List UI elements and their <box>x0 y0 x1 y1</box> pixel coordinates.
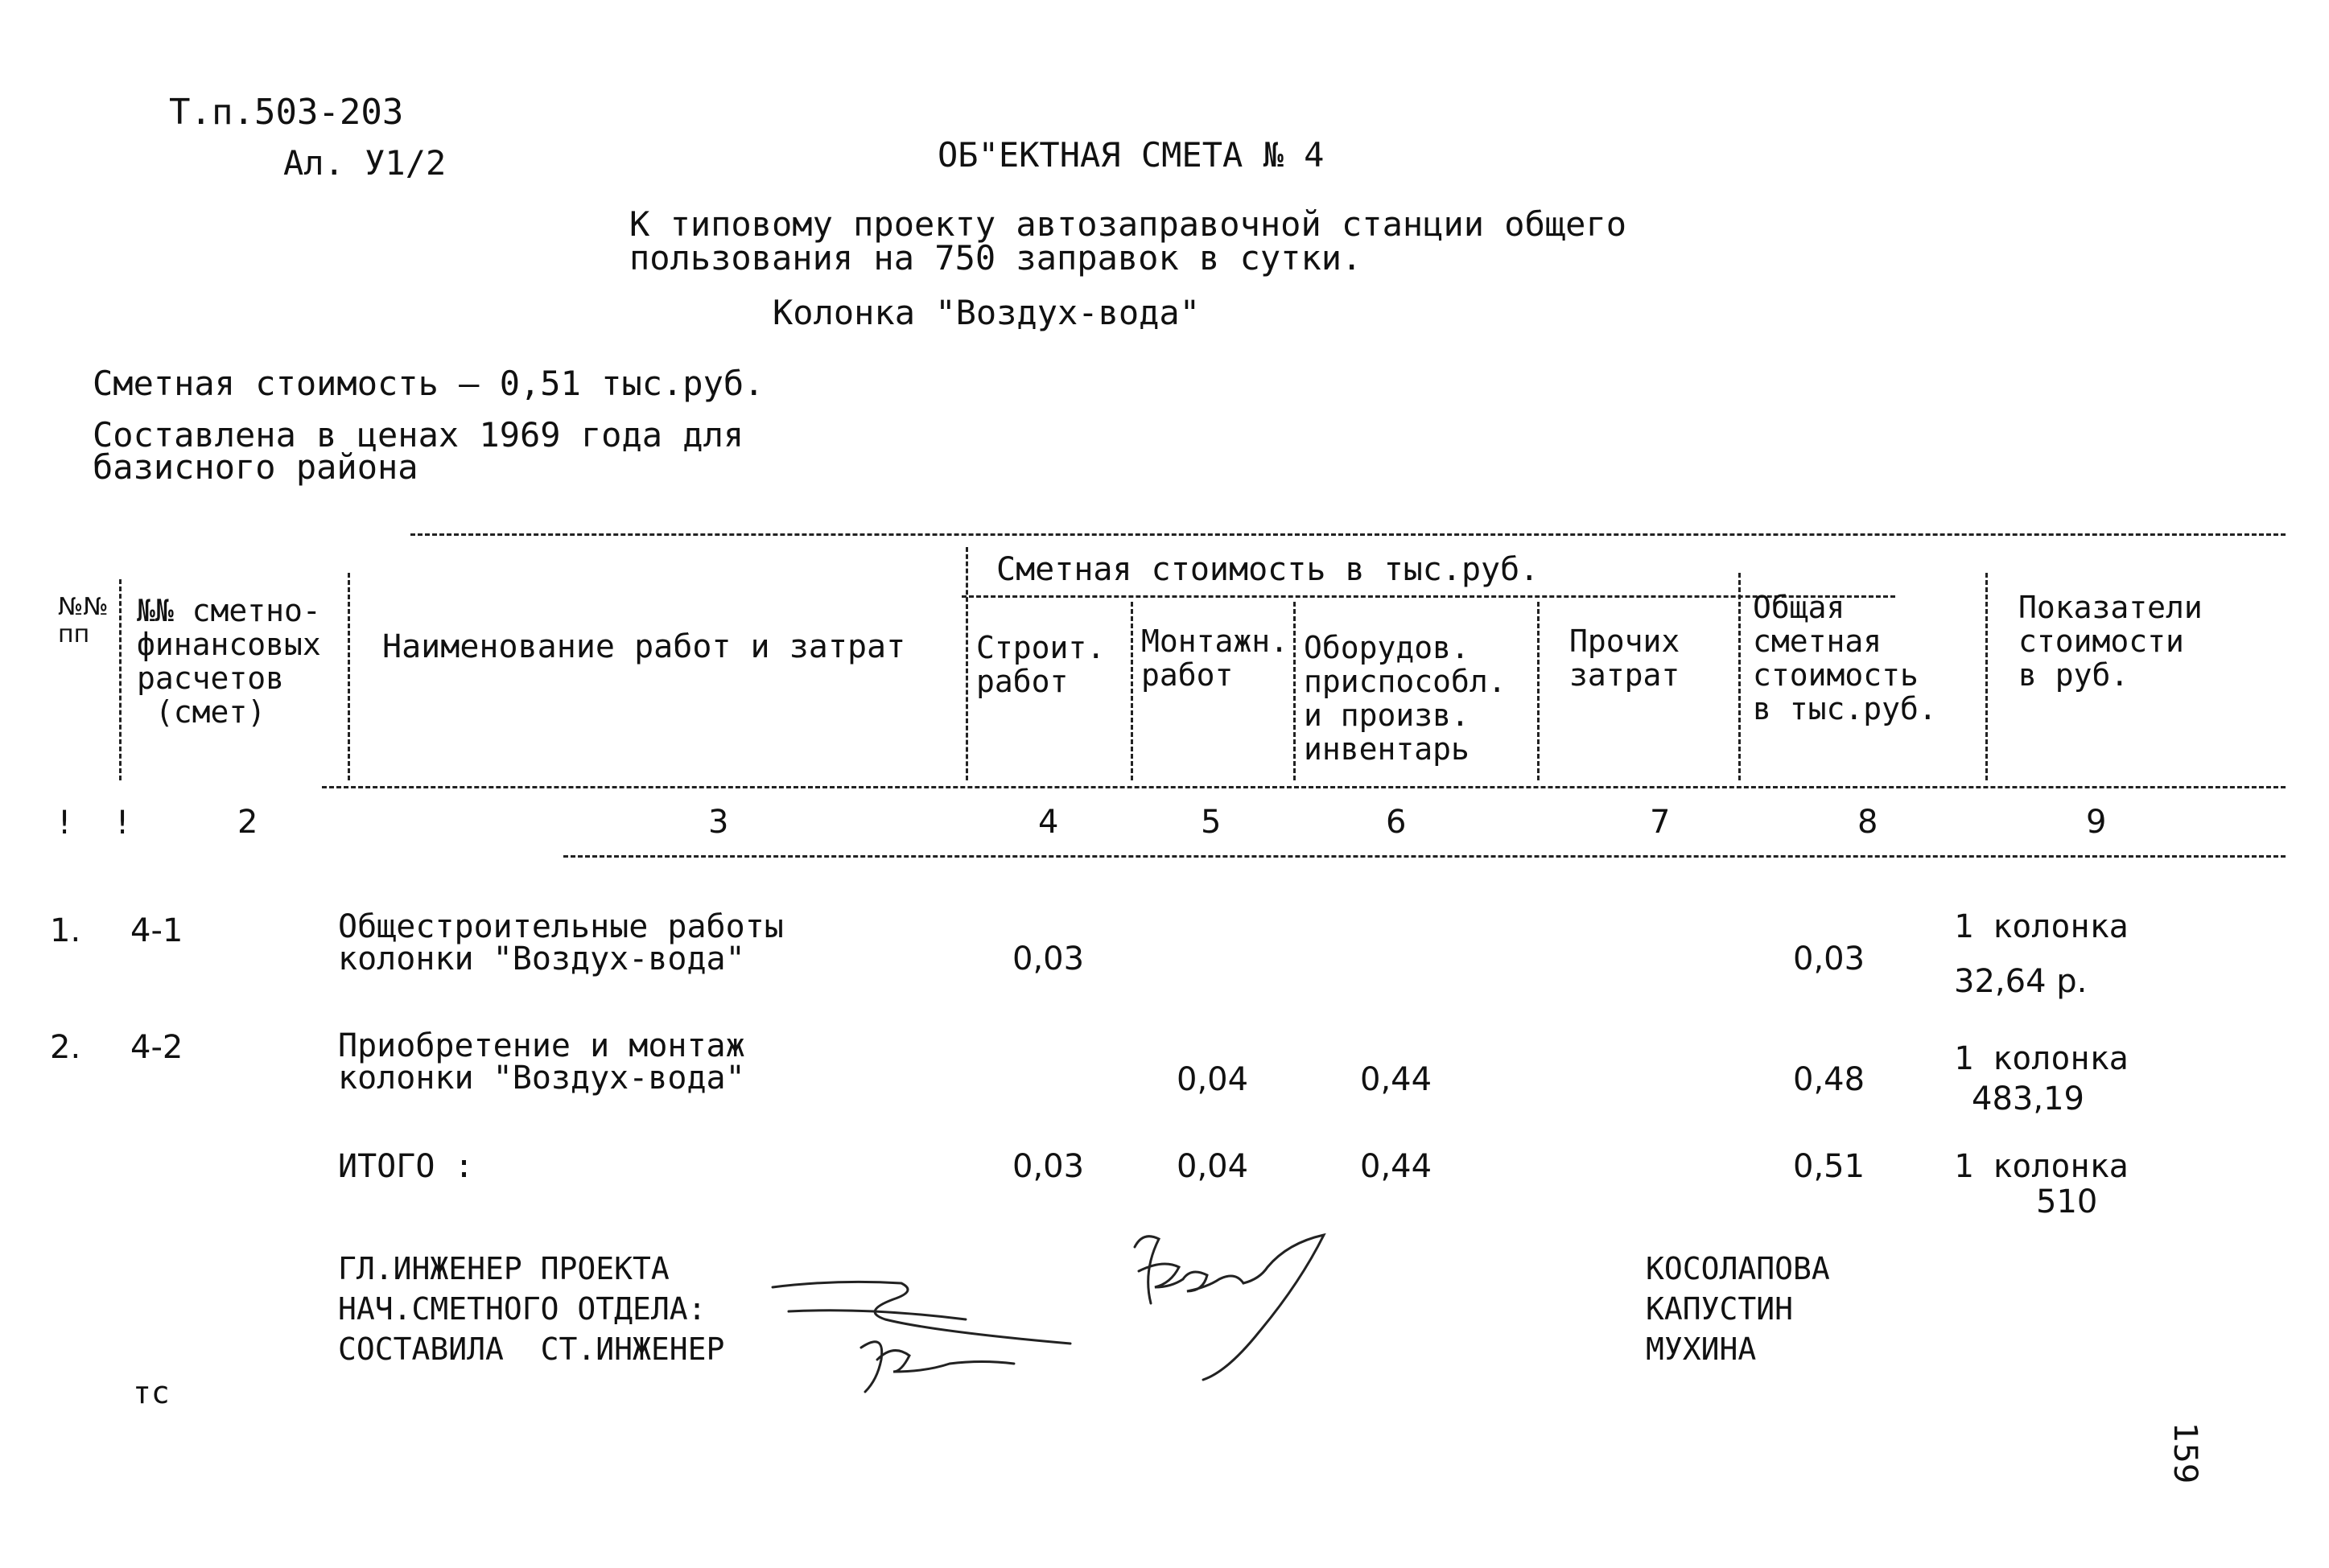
signature-role-3: СОСТАВИЛА СТ.ИНЖЕНЕР <box>338 1331 725 1367</box>
row-2-installation: 0,04 <box>1177 1061 1249 1098</box>
column-number-3: 3 <box>708 804 729 841</box>
header-col-1: №№ пп <box>58 593 109 648</box>
column-number-8: 8 <box>1857 804 1878 841</box>
table-top-rule <box>410 533 2286 536</box>
column-number-sep: ! <box>113 805 133 842</box>
row-1-total: 0,03 <box>1793 940 1865 977</box>
row-1-construction: 0,03 <box>1012 940 1085 977</box>
header-cost-group: Сметная стоимость в тыс.руб. <box>996 551 1540 588</box>
column-number-5: 5 <box>1201 804 1222 841</box>
signature-name-3: МУХИНА <box>1646 1331 1757 1367</box>
total-label: ИТОГО : <box>338 1148 474 1185</box>
subtitle-line-3: Колонка "Воздух-вода" <box>773 293 1201 332</box>
row-2-name-line-1: Приобретение и монтаж <box>338 1027 745 1064</box>
row-1-indicator-2: 32,64 р. <box>1954 963 2088 1000</box>
row-2-equipment: 0,44 <box>1360 1061 1432 1098</box>
column-number-4: 4 <box>1038 804 1059 841</box>
row-2-ref: 4-2 <box>130 1029 183 1066</box>
numbers-bottom-rule <box>563 855 2286 858</box>
signature-role-2: НАЧ.СМЕТНОГО ОТДЕЛА: <box>338 1291 707 1327</box>
page-number: 159 <box>2166 1422 2203 1484</box>
row-2-indicator-1: 1 колонка <box>1954 1040 2129 1077</box>
signature-name-1: КОСОЛАПОВА <box>1646 1251 1830 1286</box>
header-bottom-rule <box>322 786 2286 788</box>
column-divider-8 <box>1985 573 1988 780</box>
prices-line-2: базисного района <box>93 447 418 487</box>
column-number-7: 7 <box>1650 804 1671 841</box>
signature-name-2: КАПУСТИН <box>1646 1291 1794 1327</box>
row-1-number: 1. <box>50 912 81 949</box>
column-divider-4 <box>1131 602 1133 780</box>
prices-line-1: Составлена в ценах 1969 года для <box>93 415 744 455</box>
row-1-name-line-1: Общестроительные работы <box>338 908 784 945</box>
page-title: ОБ"ЕКТНАЯ СМЕТА № 4 <box>938 135 1325 175</box>
subtitle-line-2: пользования на 750 заправок в сутки. <box>629 238 1362 278</box>
row-1-name-line-2: колонки "Воздух-вода" <box>338 940 745 977</box>
header-col-3: Наименование работ и затрат <box>382 628 906 665</box>
header-col-6: Оборудов. приспособл. и произв. инвентарь <box>1304 630 1507 767</box>
column-divider-6 <box>1537 602 1540 780</box>
total-indicator-2: 510 <box>2036 1183 2098 1220</box>
handwritten-signatures <box>756 1199 1449 1424</box>
total-equipment: 0,44 <box>1360 1148 1432 1185</box>
total-indicator-1: 1 колонка <box>1954 1148 2129 1185</box>
album-reference: Ал. У1/2 <box>283 143 447 183</box>
row-2-indicator-2: 483,19 <box>1972 1080 2084 1117</box>
column-number-6: 6 <box>1386 804 1407 841</box>
total-installation: 0,04 <box>1177 1148 1249 1185</box>
column-number-2: 2 <box>237 804 258 841</box>
column-divider-2 <box>348 573 350 780</box>
row-1-indicator-1: 1 колонка <box>1954 908 2129 945</box>
header-col-2: №№ сметно- финансовых расчетов (смет) <box>137 593 321 730</box>
column-divider-3 <box>966 547 968 780</box>
column-number-1: ! <box>55 805 75 842</box>
header-col-8: Общая сметная стоимость в тыс.руб. <box>1753 590 1937 726</box>
header-col-7: Прочих затрат <box>1569 623 1680 693</box>
header-col-9: Показатели стоимости в руб. <box>2018 590 2203 693</box>
header-col-4: Строит. работ <box>976 630 1106 699</box>
total-construction: 0,03 <box>1012 1148 1085 1185</box>
column-divider-5 <box>1293 602 1296 780</box>
row-2-name-line-2: колонки "Воздух-вода" <box>338 1060 745 1097</box>
footer-mark: тс <box>133 1375 170 1410</box>
column-divider-1 <box>119 579 122 780</box>
row-1-ref: 4-1 <box>130 912 183 949</box>
subtitle-line-1: К типовому проекту автозаправочной станции общего <box>629 204 1627 244</box>
total-sum: 0,51 <box>1793 1148 1865 1185</box>
estimated-cost: Сметная стоимость – 0,51 тыс.руб. <box>93 364 765 403</box>
header-col-5: Монтажн. работ <box>1141 623 1289 693</box>
document-reference: Т.п.503-203 <box>169 92 404 133</box>
column-number-9: 9 <box>2086 804 2107 841</box>
row-2-total: 0,48 <box>1793 1061 1865 1098</box>
signature-role-1: ГЛ.ИНЖЕНЕР ПРОЕКТА <box>338 1251 670 1286</box>
column-divider-7 <box>1738 573 1741 780</box>
row-2-number: 2. <box>50 1029 81 1066</box>
